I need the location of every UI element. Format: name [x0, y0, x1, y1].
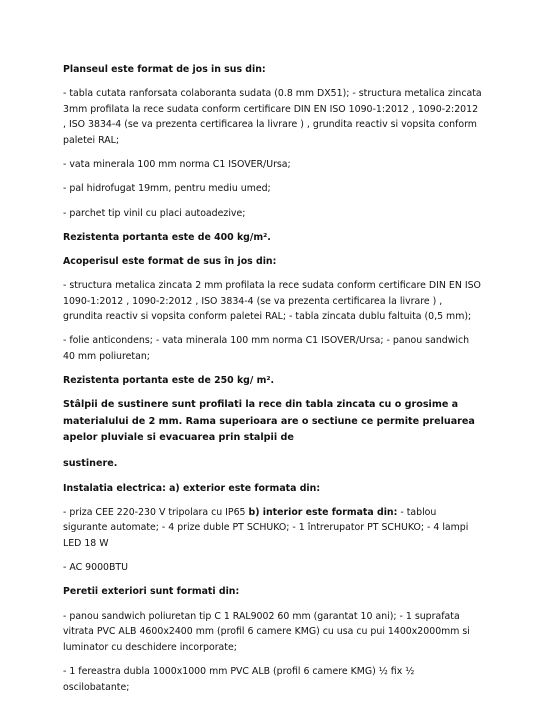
heading-instalatia-electrica: Instalatia electrica: a) exterior este formata din: — [63, 482, 321, 494]
paragraph-parchet: - parchet tip vinil cu placi autoadezive; — [63, 207, 246, 219]
paragraph-folie-anticondens: - folie anticondens; - vata minerala 100 mm norma C1 ISOVER/Ursa; - panou sandwich 40 mm poliuretan; — [63, 335, 470, 363]
heading-planseu: Planseul este format de jos in sus din: — [63, 64, 266, 75]
paragraph-fereastra: - 1 fereastra dubla 1000x1000 mm PVC ALB (profil 6 camere KMG) ½ fix ½ oscilobatante; — [63, 665, 415, 693]
paragraph-panou-sandwich: - panou sandwich poliuretan tip C 1 RAL9002 60 mm (garantat 10 ani); - 1 suprafata vitrata PVC ALB 4600x2400 mm (profil 6 camere KMG) cu usa cu pui 1400x2000mm si luminator cu deschidere incorporate; — [63, 610, 470, 653]
text-interior-heading: b) interior este formata din: — [248, 506, 398, 518]
text-priza-exterior: - priza CEE 220-230 V tripolara cu IP65 — [63, 506, 249, 518]
text-interior-items: - tablou sigurante automate; - 4 prize duble PT SCHUKO; - 1 întrerupator PT SCHUKO; - 4 lampi LED 18 W — [63, 506, 469, 549]
heading-acoperis: Acoperisul este format de sus în jos din: — [63, 255, 277, 267]
paragraph-instalatia-electrica — [63, 505, 483, 552]
document-page — [63, 62, 483, 704]
heading-pereti-exteriori: Peretii exteriori sunt formati din: — [63, 586, 240, 598]
heading-sustinere: sustinere. — [63, 457, 118, 469]
heading-stalpi: Stâlpii de sustinere sunt profilati la rece din tabla zincata cu o grosime a materialului de 2 mm. Rama superioara are o sectiune ce permite preluarea apelor pluviale si evacuarea prin stalpii de — [63, 399, 475, 444]
paragraph-planseu-structure: - tabla cutata ranforsata colaboranta sudata (0.8 mm DX51); - structura metalica zincata 3mm profilata la rece sudata conform certificare DIN EN ISO 1090-1:2012 , 1090-2:2012 , ISO 3834-4 (se va prezenta certificarea la livrare ) , grundita reactiv si vopsita conform paletei RAL; — [63, 88, 482, 146]
heading-rezistenta-acoperis: Rezistenta portanta este de 250 kg/ m². — [63, 375, 275, 387]
paragraph-ac: - AC 9000BTU — [63, 562, 129, 574]
paragraph-vata-minerala: - vata minerala 100 mm norma C1 ISOVER/Ursa; — [63, 159, 291, 171]
heading-rezistenta-planseu: Rezistenta portanta este de 400 kg/m². — [63, 231, 271, 243]
paragraph-pal-hidrofugat: - pal hidrofugat 19mm, pentru mediu umed; — [63, 183, 271, 195]
paragraph-acoperis-structure: - structura metalica zincata 2 mm profilata la rece sudata conform certificare DIN EN ISO 1090-1:2012 , 1090-2:2012 , ISO 3834-4 (se va prezenta certificarea la livrare ) , grundita reactiv si vopsita conform paletei RAL; - tabla zincata dublu faltuita (0,5 mm); — [63, 280, 481, 323]
